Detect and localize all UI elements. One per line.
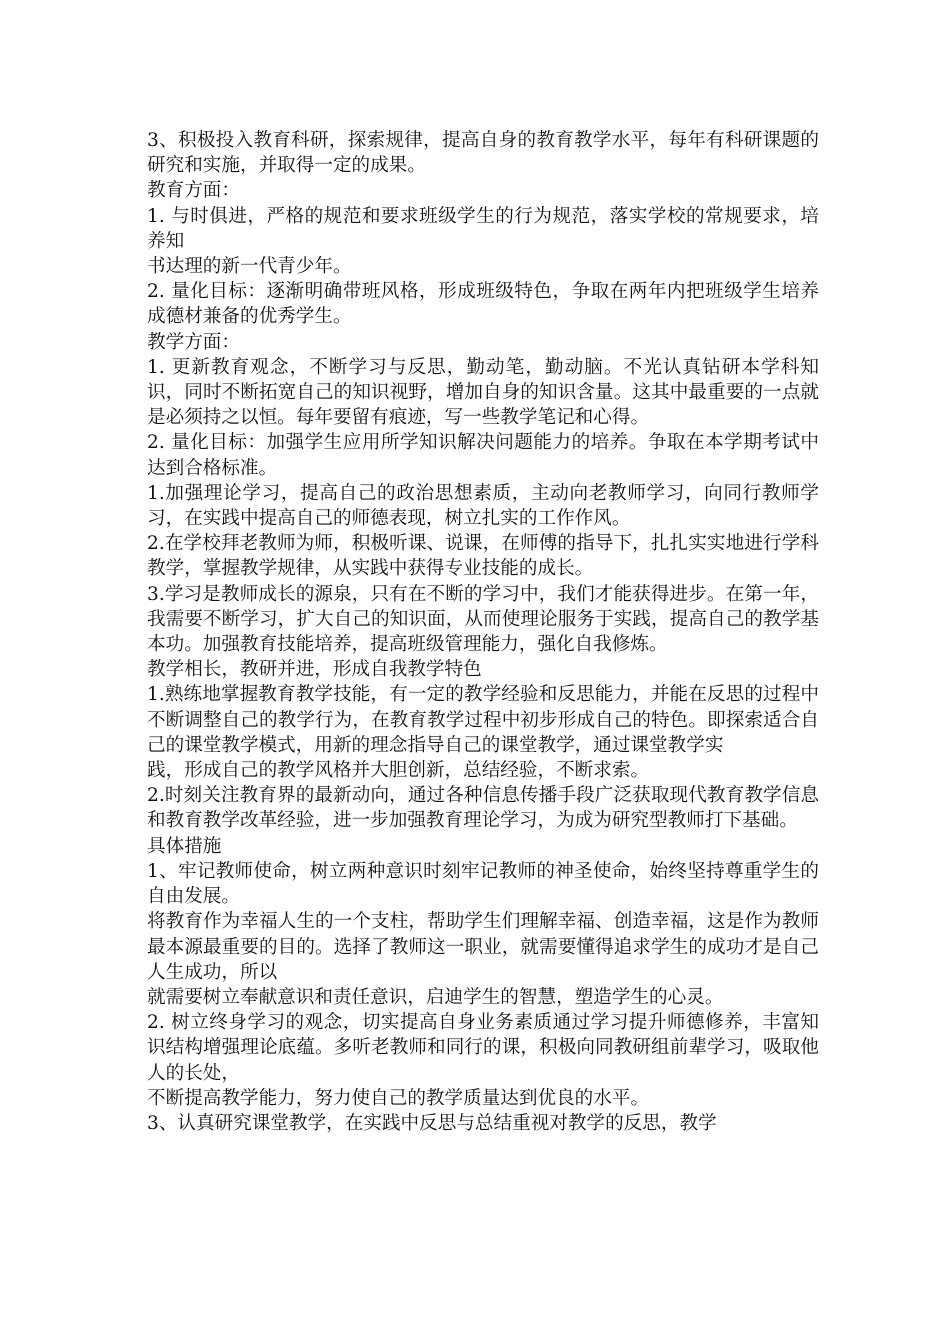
paragraph-mentor: 2.在学校拜老教师为师，积极听课、说课，在师傅的指导下，扎扎实实地进行学科教学，掌握教学规律，从实践中获得专业技能的成长。: [147, 533, 819, 580]
paragraph-research: 3、积极投入教育科研，探索规律，提高自身的教育教学水平，每年有科研课题的研究和实施，并取得一定的成果。: [147, 130, 819, 177]
paragraph-skills-b: 践，形成自己的教学风格并大胆创新，总结经验，不断求索。: [147, 760, 650, 782]
paragraph-happiness-a: 将教育作为幸福人生的一个支柱，帮助学生们理解幸福、创造幸福，这是作为教师最本源最重要的目的。选择了教师这一职业，就需要懂得追求学生的成功才是自己人生成功，所以: [147, 911, 819, 983]
paragraph-happiness-b: 就需要树立奉献意识和责任意识，启迪学生的智慧，塑造学生的心灵。: [147, 986, 724, 1008]
paragraph-lifelong-b: 不断提高教学能力，努力使自己的教学质量达到优良的水平。: [147, 1087, 650, 1109]
paragraph-learning: 3.学习是教师成长的源泉，只有在不断的学习中，我们才能获得进步。在第一年，我需要不断学习，扩大自己的知识面，从而使理论服务于实践，提高自己的教学基本功。加强教育技能培养，提高班级管理能力，强化自我修炼。: [147, 583, 819, 656]
heading-teaching: 教学方面：: [147, 331, 240, 353]
heading-teaching-research: 教学相长，教研并进，形成自我教学特色: [147, 659, 482, 681]
paragraph-teaching-2: 2. 量化目标：加强学生应用所学知识解决问题能力的培养。争取在本学期考试中达到合格标准。: [147, 432, 819, 479]
paragraph-education-1b: 书达理的新一代青少年。: [147, 256, 352, 278]
paragraph-education-2: 2. 量化目标：逐渐明确带班风格，形成班级特色，争取在两年内把班级学生培养成德材兼备的优秀学生。: [147, 281, 819, 328]
paragraph-lifelong-a: 2. 树立终身学习的观念，切实提高自身业务素质通过学习提升师德修养，丰富知识结构增强理论底蕴。多听老教师和同行的课，积极向同教研组前辈学习，吸取他人的长处，: [147, 1012, 819, 1084]
heading-education: 教育方面：: [147, 180, 240, 202]
paragraph-education-1a: 1. 与时俱进，严格的规范和要求班级学生的行为规范，落实学校的常规要求，培养知: [147, 205, 819, 252]
heading-measures: 具体措施: [147, 835, 222, 857]
paragraph-trends: 2.时刻关注教育界的最新动向，通过各种信息传播手段广泛获取现代教育教学信息和教育教学改革经验，进一步加强教育理论学习，为成为研究型教师打下基础。: [147, 785, 819, 832]
document-body: [147, 128, 819, 1136]
paragraph-teaching-1: 1. 更新教育观念，不断学习与反思，勤动笔，勤动脑。不光认真钻研本学科知识，同时不断拓宽自己的知识视野，增加自身的知识含量。这其中最重要的一点就是必须持之以恒。每年要留有痕迹，写一些教学笔记和心得。: [147, 356, 819, 429]
paragraph-skills-a: 1.熟练地掌握教育教学技能，有一定的教学经验和反思能力，并能在反思的过程中不断调整自己的教学行为，在教育教学过程中初步形成自己的特色。即探索适合自己的课堂教学模式，用新的理念指导自己的课堂教学，通过课堂教学实: [147, 684, 819, 756]
paragraph-classroom: 3、认真研究课堂教学，在实践中反思与总结重视对教学的反思，教学: [147, 1112, 717, 1134]
paragraph-theory-study: 1.加强理论学习，提高自己的政治思想素质，主动向老教师学习，向同行教师学习，在实践中提高自己的师德表现，树立扎实的工作作风。: [147, 482, 819, 530]
paragraph-mission: 1、牢记教师使命，树立两种意识时刻牢记教师的神圣使命，始终坚持尊重学生的自由发展。: [147, 860, 819, 908]
